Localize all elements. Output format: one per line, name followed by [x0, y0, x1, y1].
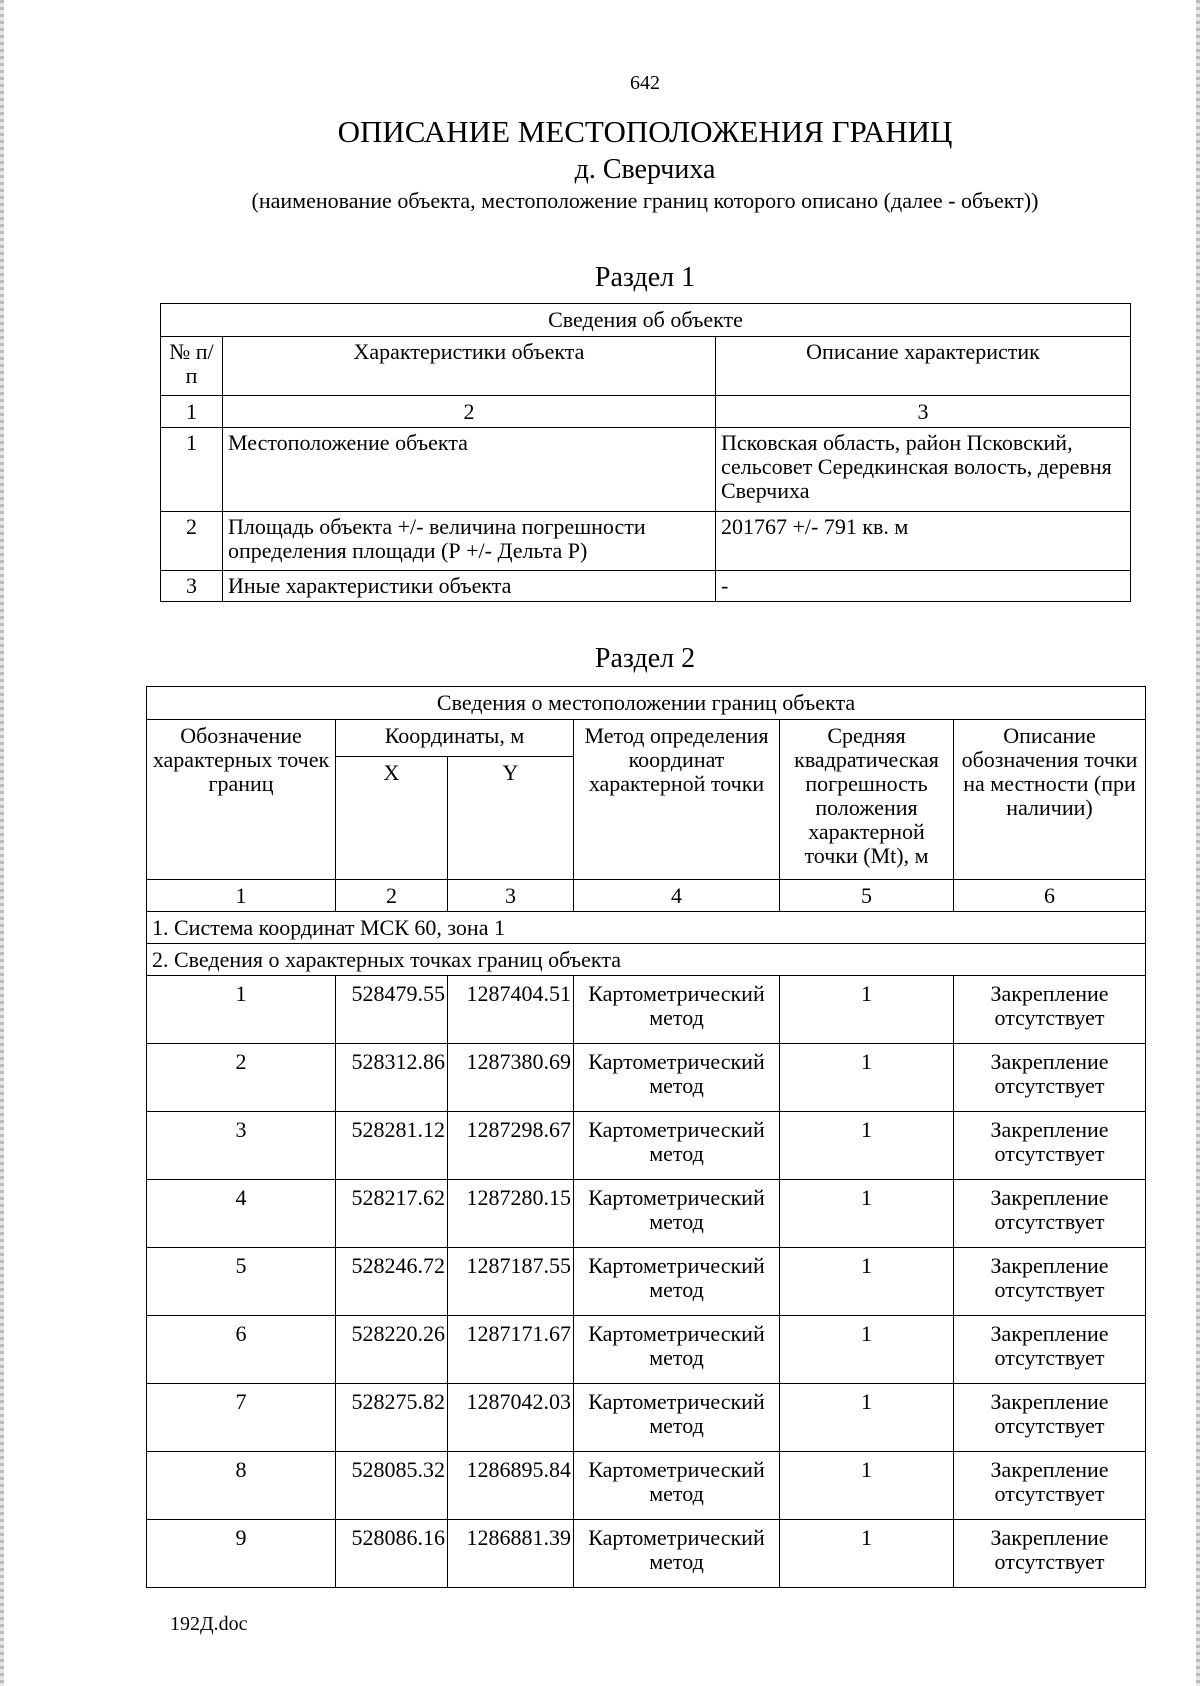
row-name: Площадь объекта +/- величина погрешности определения площади (Р +/- Дельта Р): [223, 512, 716, 571]
point-x: 528217.62: [336, 1180, 448, 1248]
table-row: [161, 512, 1131, 571]
table-row: [161, 571, 1131, 602]
point-y: 1286895.84: [448, 1452, 574, 1520]
point-id: 1: [147, 976, 336, 1044]
point-method: Картометрический метод: [574, 1112, 780, 1180]
col-number: 2: [336, 880, 448, 912]
point-x: 528312.86: [336, 1044, 448, 1112]
row-name: Местоположение объекта: [223, 428, 716, 512]
scan-edge-right: [1196, 0, 1200, 1686]
row-value: Псковская область, район Псковский, сельсовет Середкинская волость, деревня Сверчиха: [716, 428, 1131, 512]
points-caption: 2. Сведения о характерных точках границ объекта: [147, 944, 1146, 976]
table-row: [147, 1520, 1146, 1588]
header-error: Средняя квадратическая погрешность положения характерной точки (Мt), м: [780, 720, 954, 880]
point-id: 4: [147, 1180, 336, 1248]
header-description: Описание характеристик: [716, 337, 1131, 396]
point-method: Картометрический метод: [574, 1316, 780, 1384]
point-y: 1287404.51: [448, 976, 574, 1044]
point-y: 1287042.03: [448, 1384, 574, 1452]
row-no: 3: [161, 571, 223, 602]
point-id: 2: [147, 1044, 336, 1112]
point-y: 1287187.55: [448, 1248, 574, 1316]
point-id: 5: [147, 1248, 336, 1316]
point-x: 528086.16: [336, 1520, 448, 1588]
point-id: 9: [147, 1520, 336, 1588]
point-method: Картометрический метод: [574, 1384, 780, 1452]
table-row: [147, 1248, 1146, 1316]
footer-filename: 192Д.doc: [170, 1613, 248, 1635]
point-method: Картометрический метод: [574, 1044, 780, 1112]
page-number: 642: [630, 72, 660, 94]
point-id: 7: [147, 1384, 336, 1452]
point-x: 528220.26: [336, 1316, 448, 1384]
table-row: [147, 1112, 1146, 1180]
header-y: Y: [448, 757, 574, 880]
point-desc: Закрепление отсутствует: [954, 1248, 1146, 1316]
point-desc: Закрепление отсутствует: [954, 1180, 1146, 1248]
point-desc: Закрепление отсутствует: [954, 1044, 1146, 1112]
boundary-caption: Сведения о местоположении границ объекта: [147, 687, 1146, 720]
point-error: 1: [780, 1112, 954, 1180]
col-number: 1: [147, 880, 336, 912]
point-x: 528275.82: [336, 1384, 448, 1452]
row-value: 201767 +/- 791 кв. м: [716, 512, 1131, 571]
header-x: X: [336, 757, 448, 880]
point-desc: Закрепление отсутствует: [954, 1384, 1146, 1452]
point-error: 1: [780, 976, 954, 1044]
header-characteristics: Характеристики объекта: [223, 337, 716, 396]
point-error: 1: [780, 1384, 954, 1452]
object-hint: (наименование объекта, местоположение границ которого описано (далее - объект)): [251, 188, 1039, 213]
point-error: 1: [780, 1520, 954, 1588]
point-method: Картометрический метод: [574, 1520, 780, 1588]
point-y: 1287171.67: [448, 1316, 574, 1384]
point-method: Картометрический метод: [574, 1248, 780, 1316]
col-number: 4: [574, 880, 780, 912]
document-title: ОПИСАНИЕ МЕСТОПОЛОЖЕНИЯ ГРАНИЦ: [337, 114, 953, 149]
header-method: Метод определения координат характерной точки: [574, 720, 780, 880]
col-number: 2: [223, 396, 716, 428]
point-error: 1: [780, 1044, 954, 1112]
table-row: [147, 976, 1146, 1044]
col-number: 3: [448, 880, 574, 912]
point-y: 1287380.69: [448, 1044, 574, 1112]
point-method: Картометрический метод: [574, 1452, 780, 1520]
boundary-points-table: [146, 686, 1146, 1588]
point-error: 1: [780, 1180, 954, 1248]
header-coords: Координаты, м: [336, 720, 574, 757]
scan-edge-left: [0, 0, 4, 1686]
point-y: 1287298.67: [448, 1112, 574, 1180]
point-method: Картометрический метод: [574, 976, 780, 1044]
object-info-table: [160, 303, 1131, 602]
section1-title: Раздел 1: [594, 262, 696, 293]
point-error: 1: [780, 1316, 954, 1384]
row-name: Иные характеристики объекта: [223, 571, 716, 602]
header-no: № п/п: [161, 337, 223, 396]
header-point-description: Описание обозначения точки на местности (при наличии): [954, 720, 1146, 880]
coord-system: 1. Система координат МСК 60, зона 1: [147, 912, 1146, 944]
table-row: [147, 1452, 1146, 1520]
point-x: 528085.32: [336, 1452, 448, 1520]
point-desc: Закрепление отсутствует: [954, 976, 1146, 1044]
object-info-caption: Сведения об объекте: [161, 304, 1131, 337]
point-error: 1: [780, 1248, 954, 1316]
col-number: 5: [780, 880, 954, 912]
row-value: -: [716, 571, 1131, 602]
table-row: [161, 428, 1131, 512]
section2-title: Раздел 2: [594, 643, 696, 674]
point-id: 8: [147, 1452, 336, 1520]
point-desc: Закрепление отсутствует: [954, 1520, 1146, 1588]
row-no: 2: [161, 512, 223, 571]
col-number: 6: [954, 880, 1146, 912]
point-x: 528281.12: [336, 1112, 448, 1180]
table-row: [147, 1384, 1146, 1452]
point-error: 1: [780, 1452, 954, 1520]
point-y: 1287280.15: [448, 1180, 574, 1248]
table-row: [147, 1180, 1146, 1248]
table-row: [147, 1044, 1146, 1112]
header-designation: Обозначение характерных точек границ: [147, 720, 336, 880]
point-method: Картометрический метод: [574, 1180, 780, 1248]
object-name: д. Сверчиха: [574, 154, 716, 185]
point-desc: Закрепление отсутствует: [954, 1316, 1146, 1384]
col-number: 1: [161, 396, 223, 428]
point-x: 528246.72: [336, 1248, 448, 1316]
point-desc: Закрепление отсутствует: [954, 1452, 1146, 1520]
point-desc: Закрепление отсутствует: [954, 1112, 1146, 1180]
point-id: 3: [147, 1112, 336, 1180]
table-row: [147, 1316, 1146, 1384]
row-no: 1: [161, 428, 223, 512]
point-id: 6: [147, 1316, 336, 1384]
point-y: 1286881.39: [448, 1520, 574, 1588]
point-x: 528479.55: [336, 976, 448, 1044]
col-number: 3: [716, 396, 1131, 428]
